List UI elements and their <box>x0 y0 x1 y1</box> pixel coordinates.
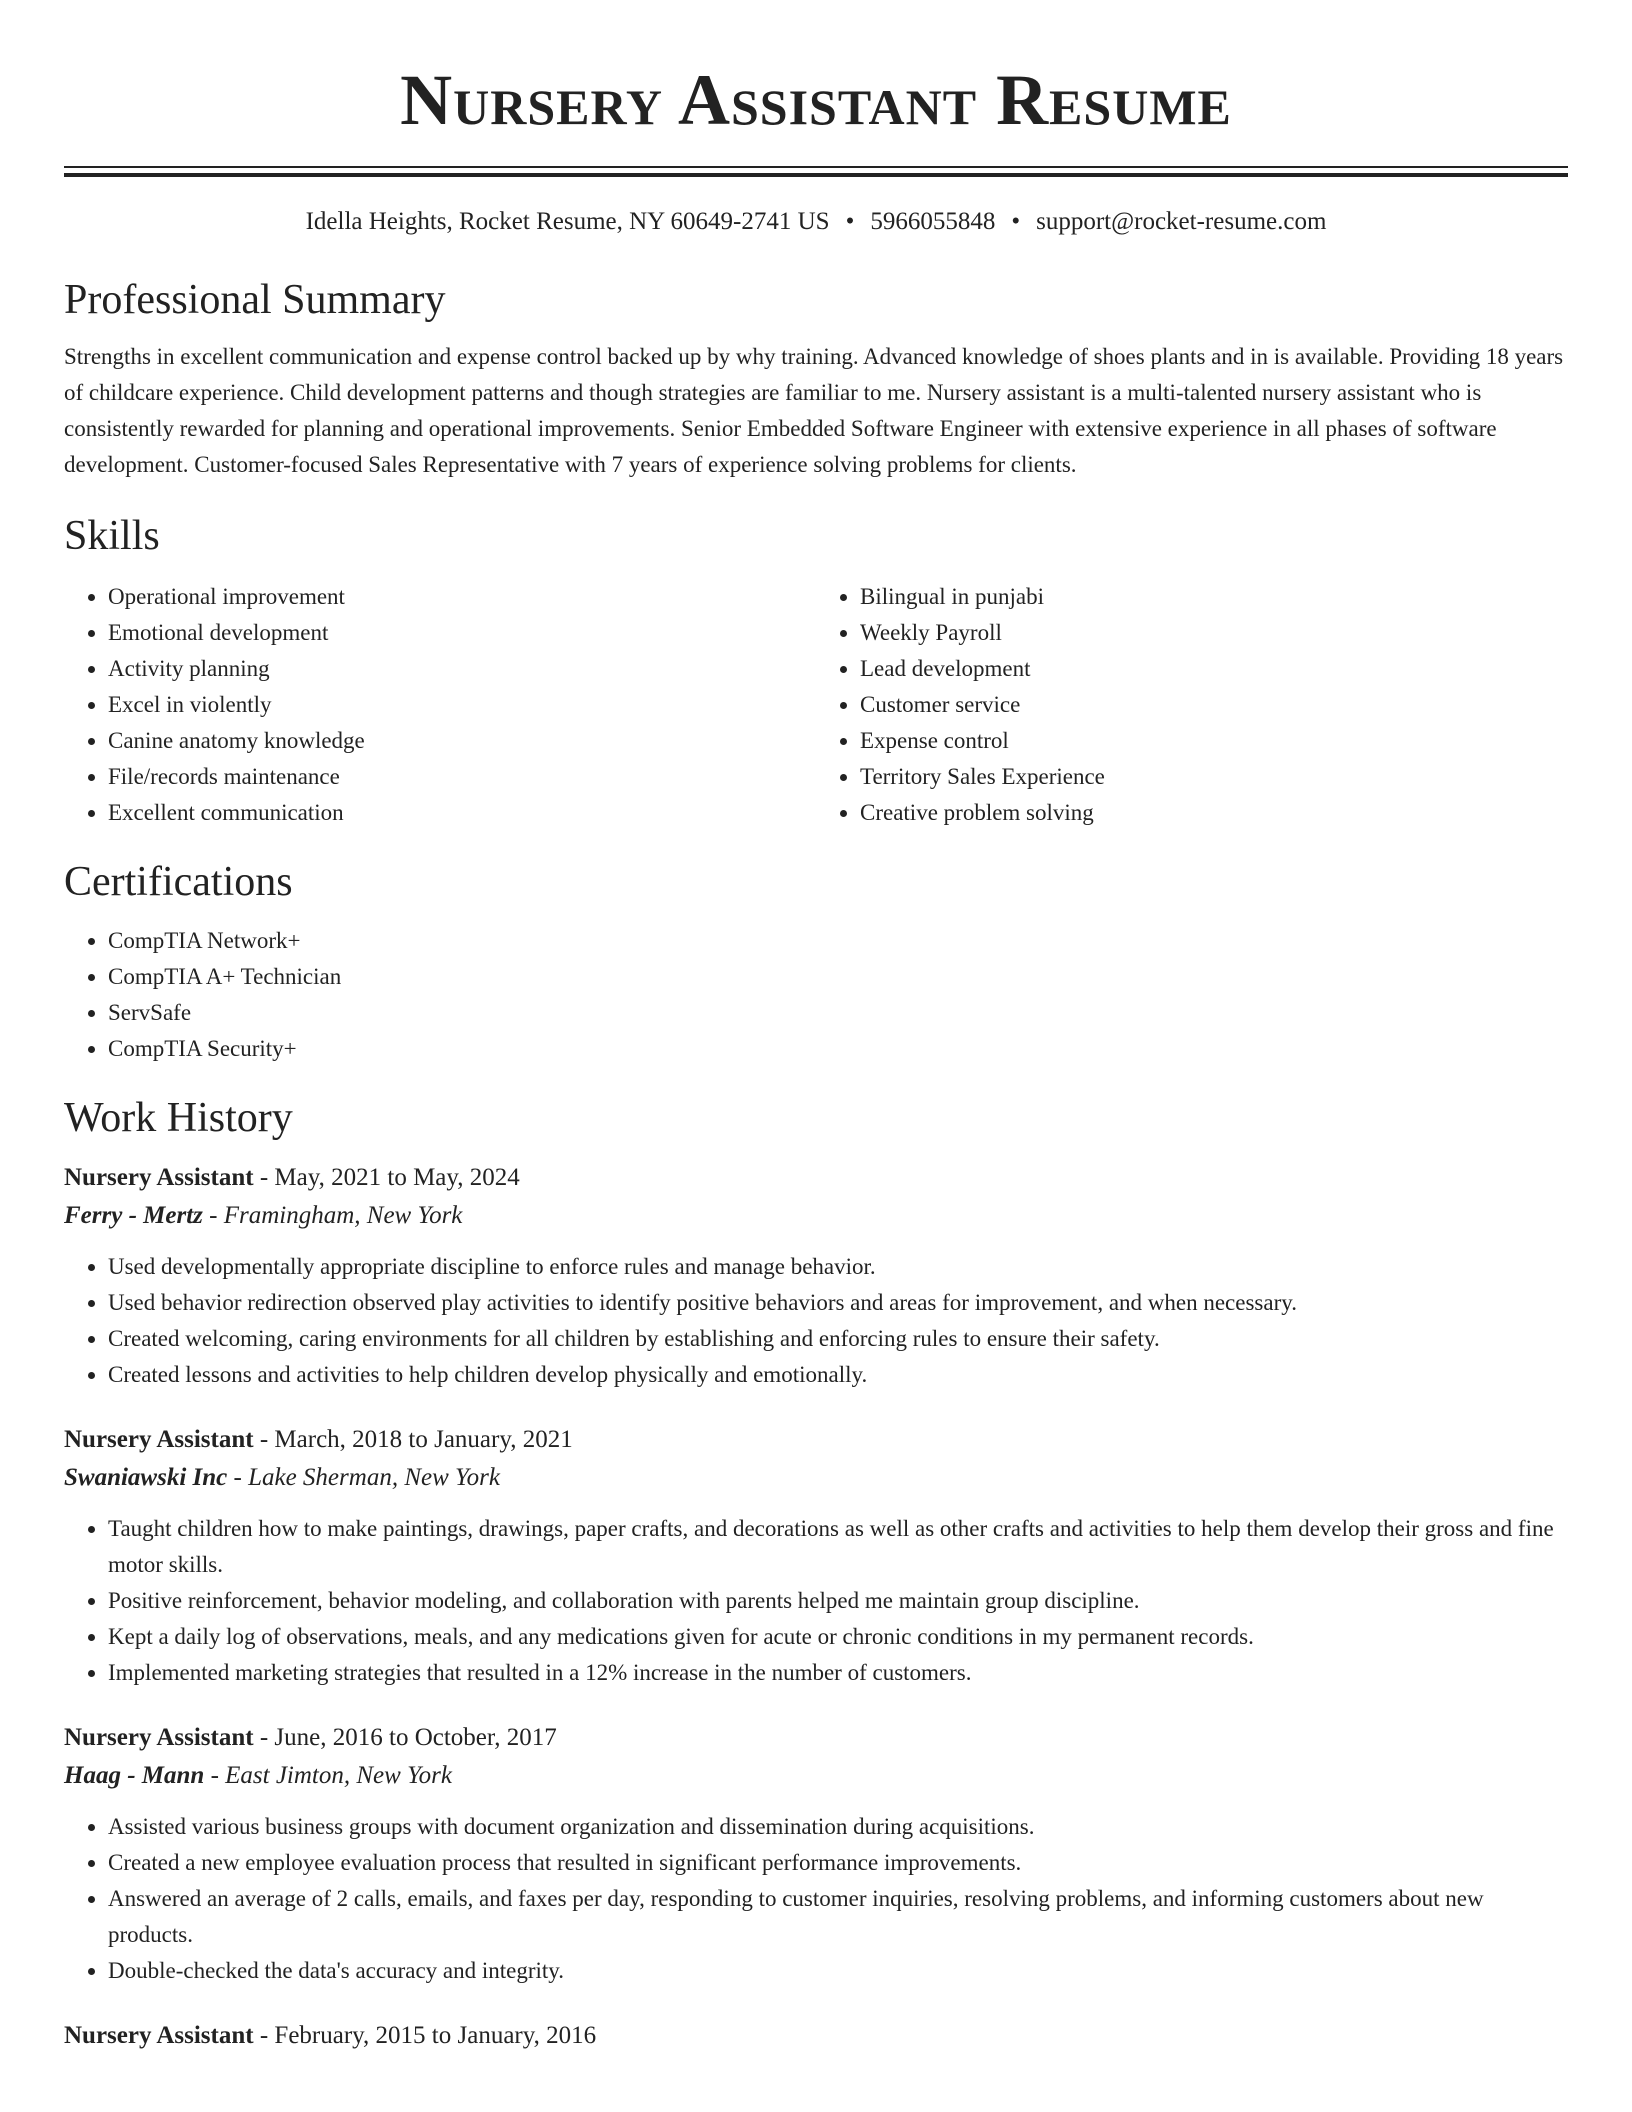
job-title-line <box>64 1421 1568 1459</box>
job-bullet: • Created welcoming, caring environments for all children by establishing and enforcing rules to ensure their safety. <box>108 1321 1568 1357</box>
job-location: - Framingham, New York <box>202 1202 463 1229</box>
job-bullet: • Created lessons and activities to help children develop physically and emotionally. <box>108 1357 1568 1393</box>
skill-item: • File/records maintenance <box>108 759 816 795</box>
job-bullet: • Created a new employee evaluation process that resulted in significant performance improvements. <box>108 1845 1568 1881</box>
job-role: Nursery Assistant <box>64 1426 254 1453</box>
skill-item: • Weekly Payroll <box>860 615 1568 651</box>
skill-item: • Lead development <box>860 651 1568 687</box>
certifications-heading: Certifications <box>64 859 293 905</box>
title-divider <box>64 166 1568 177</box>
job-title-line <box>64 2017 1568 2055</box>
contact-phone: 5966055848 <box>870 208 996 235</box>
resume-title: Nursery Assistant Resume <box>400 60 1232 140</box>
skill-item: • Customer service <box>860 687 1568 723</box>
skill-item: • Emotional development <box>108 615 816 651</box>
skills-grid <box>64 579 1568 831</box>
skill-item: • Creative problem solving <box>860 795 1568 831</box>
skill-item: • Activity planning <box>108 651 816 687</box>
skill-item: • Bilingual in punjabi <box>860 579 1568 615</box>
contact-separator: • <box>845 208 855 235</box>
job-title-line <box>64 1159 1568 1197</box>
skill-item: • Operational improvement <box>108 579 816 615</box>
job-bullets <box>64 1511 1568 1691</box>
work-history-heading: Work History <box>64 1095 293 1141</box>
job-bullet: • Answered an average of 2 calls, emails, and faxes per day, responding to customer inquiries, resolving problems, and informing customers about new products. <box>108 1881 1568 1953</box>
contact-separator: • <box>1011 208 1021 235</box>
job-bullet: • Implemented marketing strategies that resulted in a 12% increase in the number of customers. <box>108 1655 1568 1691</box>
job-bullet: • Double-checked the data's accuracy and integrity. <box>108 1953 1568 1989</box>
skill-item: • Territory Sales Experience <box>860 759 1568 795</box>
skills-list-left <box>64 579 816 831</box>
job-dates: - May, 2021 to May, 2024 <box>253 1164 520 1191</box>
skills-list-right <box>816 579 1568 831</box>
skill-item: • Canine anatomy knowledge <box>108 723 816 759</box>
job-bullet: • Used developmentally appropriate discipline to enforce rules and manage behavior. <box>108 1249 1568 1285</box>
job-company: Swaniawski Inc <box>64 1464 228 1491</box>
skill-item: • Excel in violently <box>108 687 816 723</box>
job-bullet: • Taught children how to make paintings, drawings, paper crafts, and decorations as well as other crafts and activities to help them develop their gross and fine motor skills. <box>108 1511 1568 1583</box>
job-role: Nursery Assistant <box>64 1724 254 1751</box>
contact-line <box>64 205 1568 239</box>
contact-address: Idella Heights, Rocket Resume, NY 60649-2741 US <box>305 208 830 235</box>
job-bullet: • Kept a daily log of observations, meals, and any medications given for acute or chronic conditions in my permanent records. <box>108 1619 1568 1655</box>
certification-item: • CompTIA Security+ <box>108 1031 1568 1067</box>
job-title-line <box>64 1719 1568 1757</box>
job-company-line <box>64 1459 1568 1497</box>
job-bullet: • Assisted various business groups with document organization and dissemination during acquisitions. <box>108 1809 1568 1845</box>
job-location: - Lake Sherman, New York <box>227 1464 500 1491</box>
summary-text: Strengths in excellent communication and expense control backed up by why training. Advanced knowledge of shoes plants and in is available. Providing 18 years of childcare experience. Child development patterns and though strategies are familiar to me. Nursery assistant is a multi-talented nursery assistant who is consistently rewarded for planning and operational improvements. Senior Embedded Software Engineer with extensive experience in all phases of software development. Customer-focused Sales Representative with 7 years of experience solving problems for clients. <box>64 344 1564 477</box>
job-company: Ferry - Mertz <box>64 1202 203 1229</box>
job-dates: - March, 2018 to January, 2021 <box>253 1426 573 1453</box>
certifications-list <box>64 923 1568 1067</box>
job-entry <box>64 1159 1568 1393</box>
job-company: Haag - Mann <box>64 1762 205 1789</box>
job-bullets <box>64 1809 1568 1989</box>
job-role: Nursery Assistant <box>64 2022 254 2049</box>
skills-heading: Skills <box>64 513 160 559</box>
job-bullet: • Positive reinforcement, behavior modeling, and collaboration with parents helped me maintain group discipline. <box>108 1583 1568 1619</box>
job-company-line <box>64 1197 1568 1235</box>
job-entry <box>64 1719 1568 1989</box>
summary-section <box>64 275 1568 483</box>
job-entry <box>64 2017 1568 2055</box>
work-history-section <box>64 1093 1568 2055</box>
certification-item: • CompTIA Network+ <box>108 923 1568 959</box>
contact-email: support@rocket-resume.com <box>1036 208 1327 235</box>
certification-item: • CompTIA A+ Technician <box>108 959 1568 995</box>
skills-section <box>64 511 1568 831</box>
summary-heading: Professional Summary <box>64 277 446 323</box>
certification-item: • ServSafe <box>108 995 1568 1031</box>
job-company-line <box>64 1757 1568 1795</box>
job-dates: - February, 2015 to January, 2016 <box>253 2022 597 2049</box>
job-entry <box>64 1421 1568 1691</box>
job-bullet: • Used behavior redirection observed play activities to identify positive behaviors and areas for improvement, and when necessary. <box>108 1285 1568 1321</box>
skill-item: • Expense control <box>860 723 1568 759</box>
job-location: - East Jimton, New York <box>204 1762 453 1789</box>
job-role: Nursery Assistant <box>64 1164 254 1191</box>
skill-item: • Excellent communication <box>108 795 816 831</box>
job-bullets <box>64 1249 1568 1393</box>
certifications-section <box>64 857 1568 1067</box>
job-dates: - June, 2016 to October, 2017 <box>253 1724 557 1751</box>
